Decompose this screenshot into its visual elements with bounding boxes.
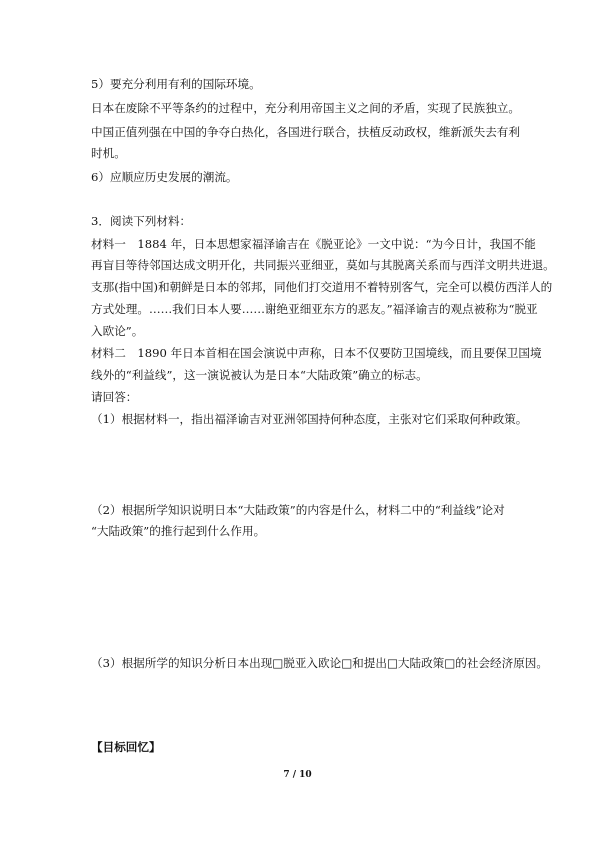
text-line: 入欧论”。 bbox=[91, 324, 144, 338]
text-line: 材料二 1890 年日本首相在国会演说中声称，日本不仅要防卫国境线，而且要保卫国境 bbox=[91, 346, 542, 360]
text-line: 请回答： bbox=[91, 390, 138, 404]
text-line: 方式处理。……我们日本人要……谢绝亚细亚东方的恶友。”福泽谕吉的观点被称为“脱亚 bbox=[91, 302, 538, 316]
text-line: 再盲目等待邻国达成文明开化，共同振兴亚细亚，莫如与其脱离关系而与西洋文明共进退。 bbox=[91, 258, 555, 272]
text-line: “大陆政策”的推行起到什么作用。 bbox=[91, 524, 266, 538]
sub-question: （2）根据所学知识说明日本“大陆政策”的内容是什么，材料二中的“利益线”论对 bbox=[91, 503, 505, 517]
text-line: 中国正值列强在中国的争夺白热化，各国进行联合，扶植反动政权，维新派失去有利 bbox=[91, 125, 520, 139]
text-line: 支那(指中国)和朝鲜是日本的邻邦，同他们打交道用不着特别客气，完全可以模仿西洋人的 bbox=[91, 280, 553, 294]
question-heading: 3．阅读下列材料： bbox=[91, 214, 192, 228]
text-line: 6）应顺应历史发展的潮流。 bbox=[91, 170, 238, 184]
text-line: 线外的“利益线”，这一演说被认为是日本“大陆政策”确立的标志。 bbox=[91, 368, 428, 382]
text-line: 材料一 1884 年，日本思想家福泽谕吉在《脱亚论》一文中说：“为今日计，我国不能 bbox=[91, 237, 536, 251]
page-number: 7 / 10 bbox=[283, 770, 312, 780]
sub-question: （1）根据材料一，指出福泽谕吉对亚洲邻国持何种态度，主张对它们采取何种政策。 bbox=[91, 412, 528, 426]
sub-question: （3）根据所学的知识分析日本出现□脱亚入欧论□和提出□大陆政策□的社会经济原因。 bbox=[91, 656, 548, 670]
section-heading: 【目标回忆】 bbox=[91, 740, 161, 754]
text-line: 5）要充分利用有利的国际环境。 bbox=[91, 77, 261, 91]
text-line: 时机。 bbox=[91, 146, 126, 160]
text-line: 日本在废除不平等条约的过程中，充分利用帝国主义之间的矛盾，实现了民族独立。 bbox=[91, 101, 520, 115]
